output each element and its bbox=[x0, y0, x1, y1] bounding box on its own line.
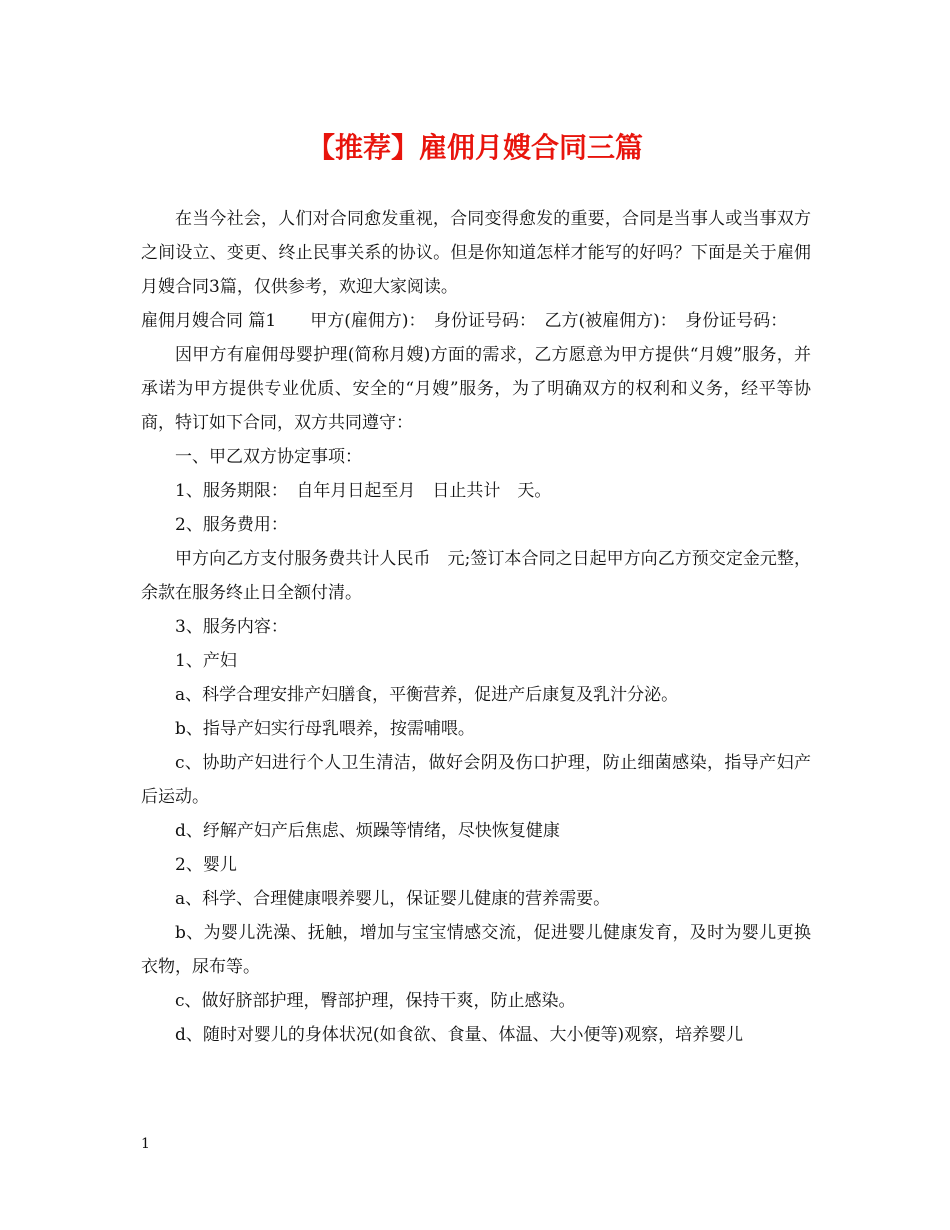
list-item-mother-b: b、指导产妇实行母乳喂养，按需哺喂。 bbox=[175, 719, 475, 739]
list-item-infant-d: d、随时对婴儿的身体状况(如食欲、食量、体温、大小便等)观察，培养婴儿 bbox=[175, 1025, 744, 1045]
list-item-mother-c: c、协助产妇进行个人卫生清洁，做好会阴及伤口护理，防止细菌感染，指导产妇产后运动。 bbox=[141, 753, 811, 807]
paragraph-preamble: 因甲方有雇佣母婴护理(简称月嫂)方面的需求，乙方愿意为甲方提供“月嫂”服务，并承诺为甲方提供专业优质、安全的“月嫂”服务，为了明确双方的权利和义务，经平等协商，特订如下合同，双方共同遵守： bbox=[141, 345, 811, 433]
subheading-mother: 1、产妇 bbox=[175, 651, 237, 671]
list-item-infant-b: b、为婴儿洗澡、抚触，增加与宝宝情感交流，促进婴儿健康发育，及时为婴儿更换衣物，尿布等。 bbox=[141, 923, 811, 977]
document-title: 【推荐】雇佣月嫂合同三篇 bbox=[306, 131, 643, 164]
list-item-infant-a: a、科学、合理健康喂养婴儿，保证婴儿健康的营养需要。 bbox=[175, 889, 611, 909]
page-number: 1 bbox=[141, 1136, 150, 1152]
paragraph-contract-header: 雇佣月嫂合同 篇1 甲方(雇佣方)： 身份证号码： 乙方(被雇佣方)： 身份证号码： bbox=[141, 311, 788, 331]
list-item-infant-c: c、做好脐部护理，臀部护理，保持干爽，防止感染。 bbox=[175, 991, 576, 1011]
section-heading-agreement: 一、甲乙双方协定事项： bbox=[175, 447, 362, 467]
clause-service-content-heading: 3、服务内容： bbox=[175, 617, 288, 637]
list-item-mother-d: d、纾解产妇产后焦虑、烦躁等情绪，尽快恢复健康 bbox=[175, 821, 560, 841]
subheading-infant: 2、婴儿 bbox=[175, 855, 237, 875]
list-item-mother-a: a、科学合理安排产妇膳食，平衡营养，促进产后康复及乳汁分泌。 bbox=[175, 685, 679, 705]
clause-service-fee-detail: 甲方向乙方支付服务费共计人民币 元;签订本合同之日起甲方向乙方预交定金元整，余款在服务终止日全额付清。 bbox=[141, 549, 811, 603]
document-body bbox=[141, 202, 811, 1052]
clause-service-period: 1、服务期限： 自年月日起至月 日止共计 天。 bbox=[175, 481, 552, 501]
clause-service-fee-heading: 2、服务费用： bbox=[175, 515, 288, 535]
paragraph-intro: 在当今社会，人们对合同愈发重视，合同变得愈发的重要，合同是当事人或当事双方之间设立、变更、终止民事关系的协议。但是你知道怎样才能写的好吗？下面是关于雇佣月嫂合同3篇，仅供参考，欢迎大家阅读。 bbox=[141, 209, 811, 297]
